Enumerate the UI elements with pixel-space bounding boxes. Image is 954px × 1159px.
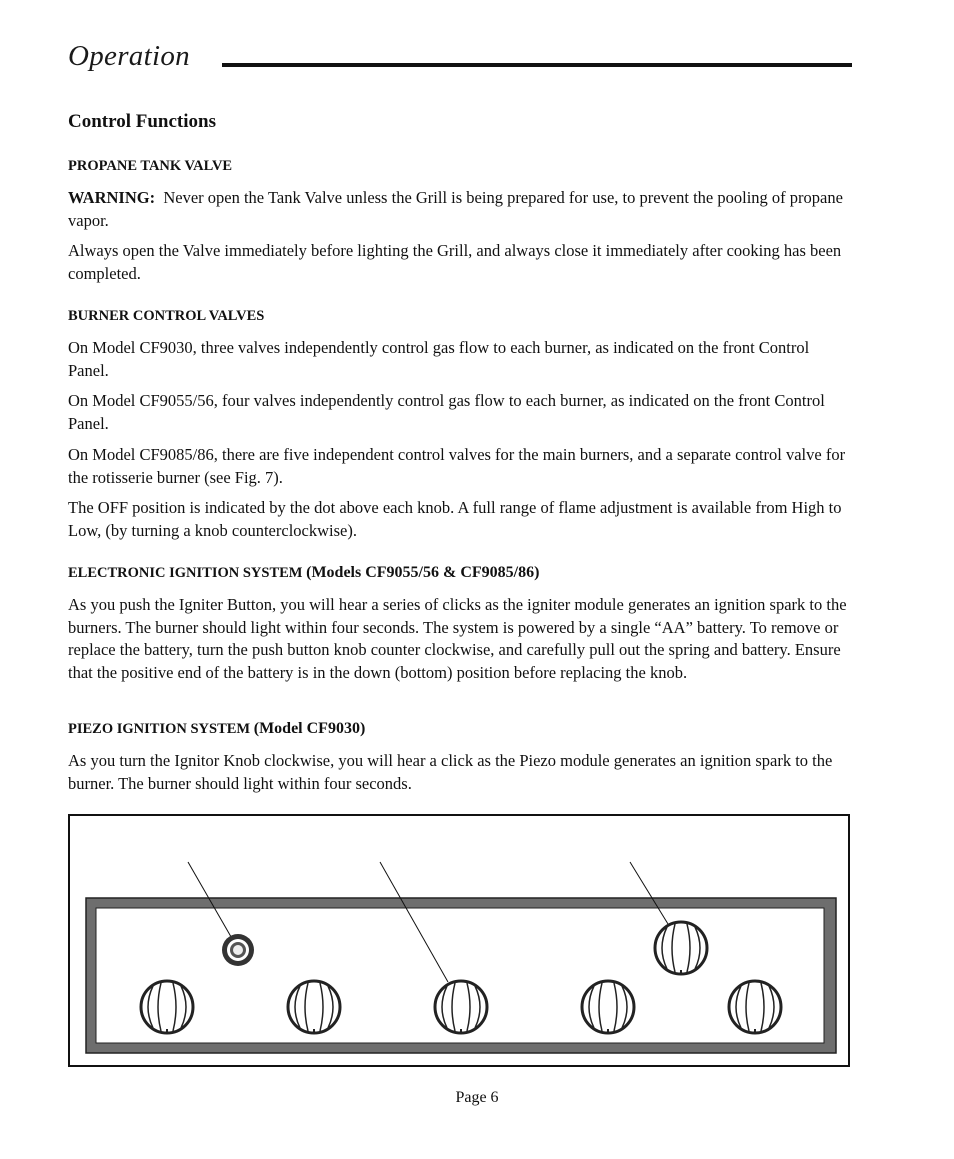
page-title: Operation [68, 40, 190, 72]
electronic-heading-models: (Models CF9055/56 & CF9085/86) [306, 564, 540, 581]
piezo-heading [68, 720, 365, 738]
electronic-paragraph: As you push the Igniter Button, you will hear a series of clicks as the igniter module generates an ignition spark to the burners. The burner should light within four seconds. The system is powered by a single “AA” battery. To remove or replace the battery, turn the push button knob counter clockwise, and carefully pull out the spring and battery. Ensure that the positive end of the battery is in the down (bottom) position before replacing the knob. [68, 595, 847, 682]
rotisserie-knob [655, 922, 707, 974]
propane-heading: PROPANE TANK VALVE [68, 158, 233, 174]
burner-p3: On Model CF9085/86, there are five independent control valves for the main burners, and a separate control valve for the rotisserie burner (see Fig. 7). [68, 445, 846, 487]
igniter-button [222, 934, 254, 966]
burner-p4: The OFF position is indicated by the dot above each knob. A full range of flame adjustment is available from High to Low, (by turning a knob counterclockwise). [68, 498, 842, 540]
burner-knob-4 [582, 981, 634, 1033]
title-rule [222, 63, 852, 67]
warning-text: Never open the Tank Valve unless the Grill is being prepared for use, to prevent the pooling of propane vapor. [68, 188, 843, 230]
piezo-heading-main: PIEZO IGNITION SYSTEM [68, 721, 251, 737]
control-panel-figure [68, 814, 850, 1067]
control-panel-illustration [70, 816, 848, 1065]
page-number: Page 6 [455, 1089, 499, 1106]
burner-knob-2 [288, 981, 340, 1033]
propane-warning [68, 187, 852, 232]
burner-knob-3 [435, 981, 487, 1033]
propane-paragraph: Always open the Valve immediately before lighting the Grill, and always close it immediately after cooking has been completed. [68, 241, 842, 283]
electronic-heading [68, 564, 539, 582]
electronic-heading-main: ELECTRONIC IGNITION SYSTEM [68, 565, 303, 581]
burner-p2: On Model CF9055/56, four valves independently control gas flow to each burner, as indicated on the front Control Panel. [68, 391, 825, 433]
burner-knob-5 [729, 981, 781, 1033]
section-heading: Control Functions [68, 111, 216, 132]
piezo-paragraph: As you turn the Ignitor Knob clockwise, you will hear a click as the Piezo module generates an ignition spark to the burner. The burner should light within four seconds. [68, 751, 833, 793]
burner-heading: BURNER CONTROL VALVES [68, 308, 265, 324]
burner-p1: On Model CF9030, three valves independently control gas flow to each burner, as indicated on the front Control Panel. [68, 338, 810, 380]
piezo-heading-model: (Model CF9030) [253, 720, 366, 737]
warning-label: WARNING: [68, 188, 156, 207]
burner-knob-1 [141, 981, 193, 1033]
